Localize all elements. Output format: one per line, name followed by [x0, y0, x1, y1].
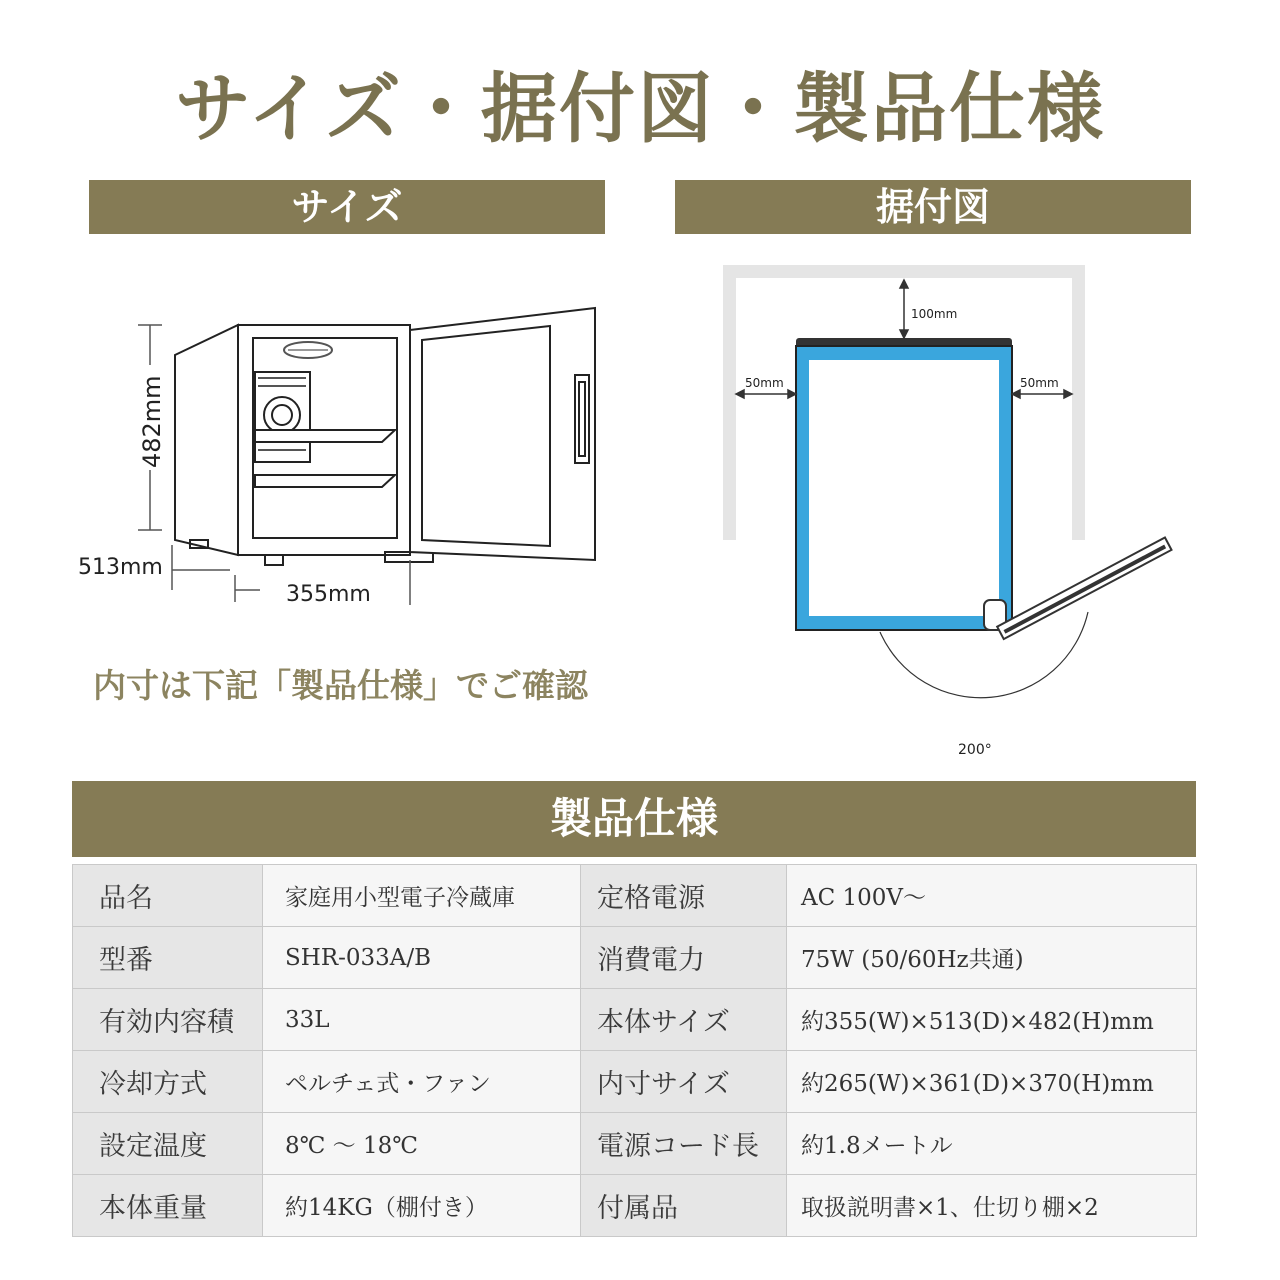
- spec-value: 約1.8メートル: [787, 1113, 1197, 1175]
- spec-label: 定格電源: [581, 865, 787, 927]
- spec-value: 取扱説明書×1、仕切り棚×2: [787, 1175, 1197, 1237]
- door-angle-label: 200°: [958, 742, 992, 758]
- spec-label: 内寸サイズ: [581, 1051, 787, 1113]
- spec-table: [72, 864, 1197, 1237]
- spec-value: 家庭用小型電子冷蔵庫: [263, 865, 581, 927]
- inner-size-note: 内寸は下記「製品仕様」でご確認: [93, 666, 588, 705]
- fridge-drawing: [175, 308, 595, 565]
- left-clearance-label: 50mm: [745, 376, 784, 390]
- install-diagram: [700, 260, 1180, 770]
- spec-value: 33L: [263, 989, 581, 1051]
- spec-label: 本体重量: [73, 1175, 263, 1237]
- spec-value: 8℃ 〜 18℃: [263, 1113, 581, 1175]
- depth-label: 513mm: [78, 555, 163, 580]
- height-label: 482mm: [138, 375, 166, 468]
- table-row: [73, 1051, 1197, 1113]
- spec-value: 約265(W)×361(D)×370(H)mm: [787, 1051, 1197, 1113]
- spec-value: AC 100V〜: [787, 865, 1197, 927]
- spec-section-header: 製品仕様: [72, 781, 1196, 857]
- table-row: [73, 865, 1197, 927]
- spec-label: 冷却方式: [73, 1051, 263, 1113]
- install-section-header: 据付図: [675, 180, 1191, 234]
- spec-value: SHR-033A/B: [263, 927, 581, 989]
- spec-label: 本体サイズ: [581, 989, 787, 1051]
- size-section-header: サイズ: [89, 180, 605, 234]
- spec-label: 設定温度: [73, 1113, 263, 1175]
- size-diagram: [60, 290, 620, 630]
- page-title: サイズ・据付図・製品仕様: [175, 64, 1105, 153]
- spec-value: 約355(W)×513(D)×482(H)mm: [787, 989, 1197, 1051]
- table-row: [73, 1113, 1197, 1175]
- table-row: [73, 927, 1197, 989]
- table-row: [73, 1175, 1197, 1237]
- table-row: [73, 989, 1197, 1051]
- spec-label: 品名: [73, 865, 263, 927]
- width-label: 355mm: [286, 582, 371, 607]
- spec-value: 約14KG（棚付き）: [263, 1175, 581, 1237]
- spec-value: ペルチェ式・ファン: [263, 1051, 581, 1113]
- spec-label: 有効内容積: [73, 989, 263, 1051]
- spec-value: 75W (50/60Hz共通): [787, 927, 1197, 989]
- spec-label: 電源コード長: [581, 1113, 787, 1175]
- spec-label: 消費電力: [581, 927, 787, 989]
- spec-label: 付属品: [581, 1175, 787, 1237]
- top-clearance-label: 100mm: [911, 307, 958, 321]
- spec-label: 型番: [73, 927, 263, 989]
- right-clearance-label: 50mm: [1020, 376, 1059, 390]
- fridge-interior: [809, 360, 999, 616]
